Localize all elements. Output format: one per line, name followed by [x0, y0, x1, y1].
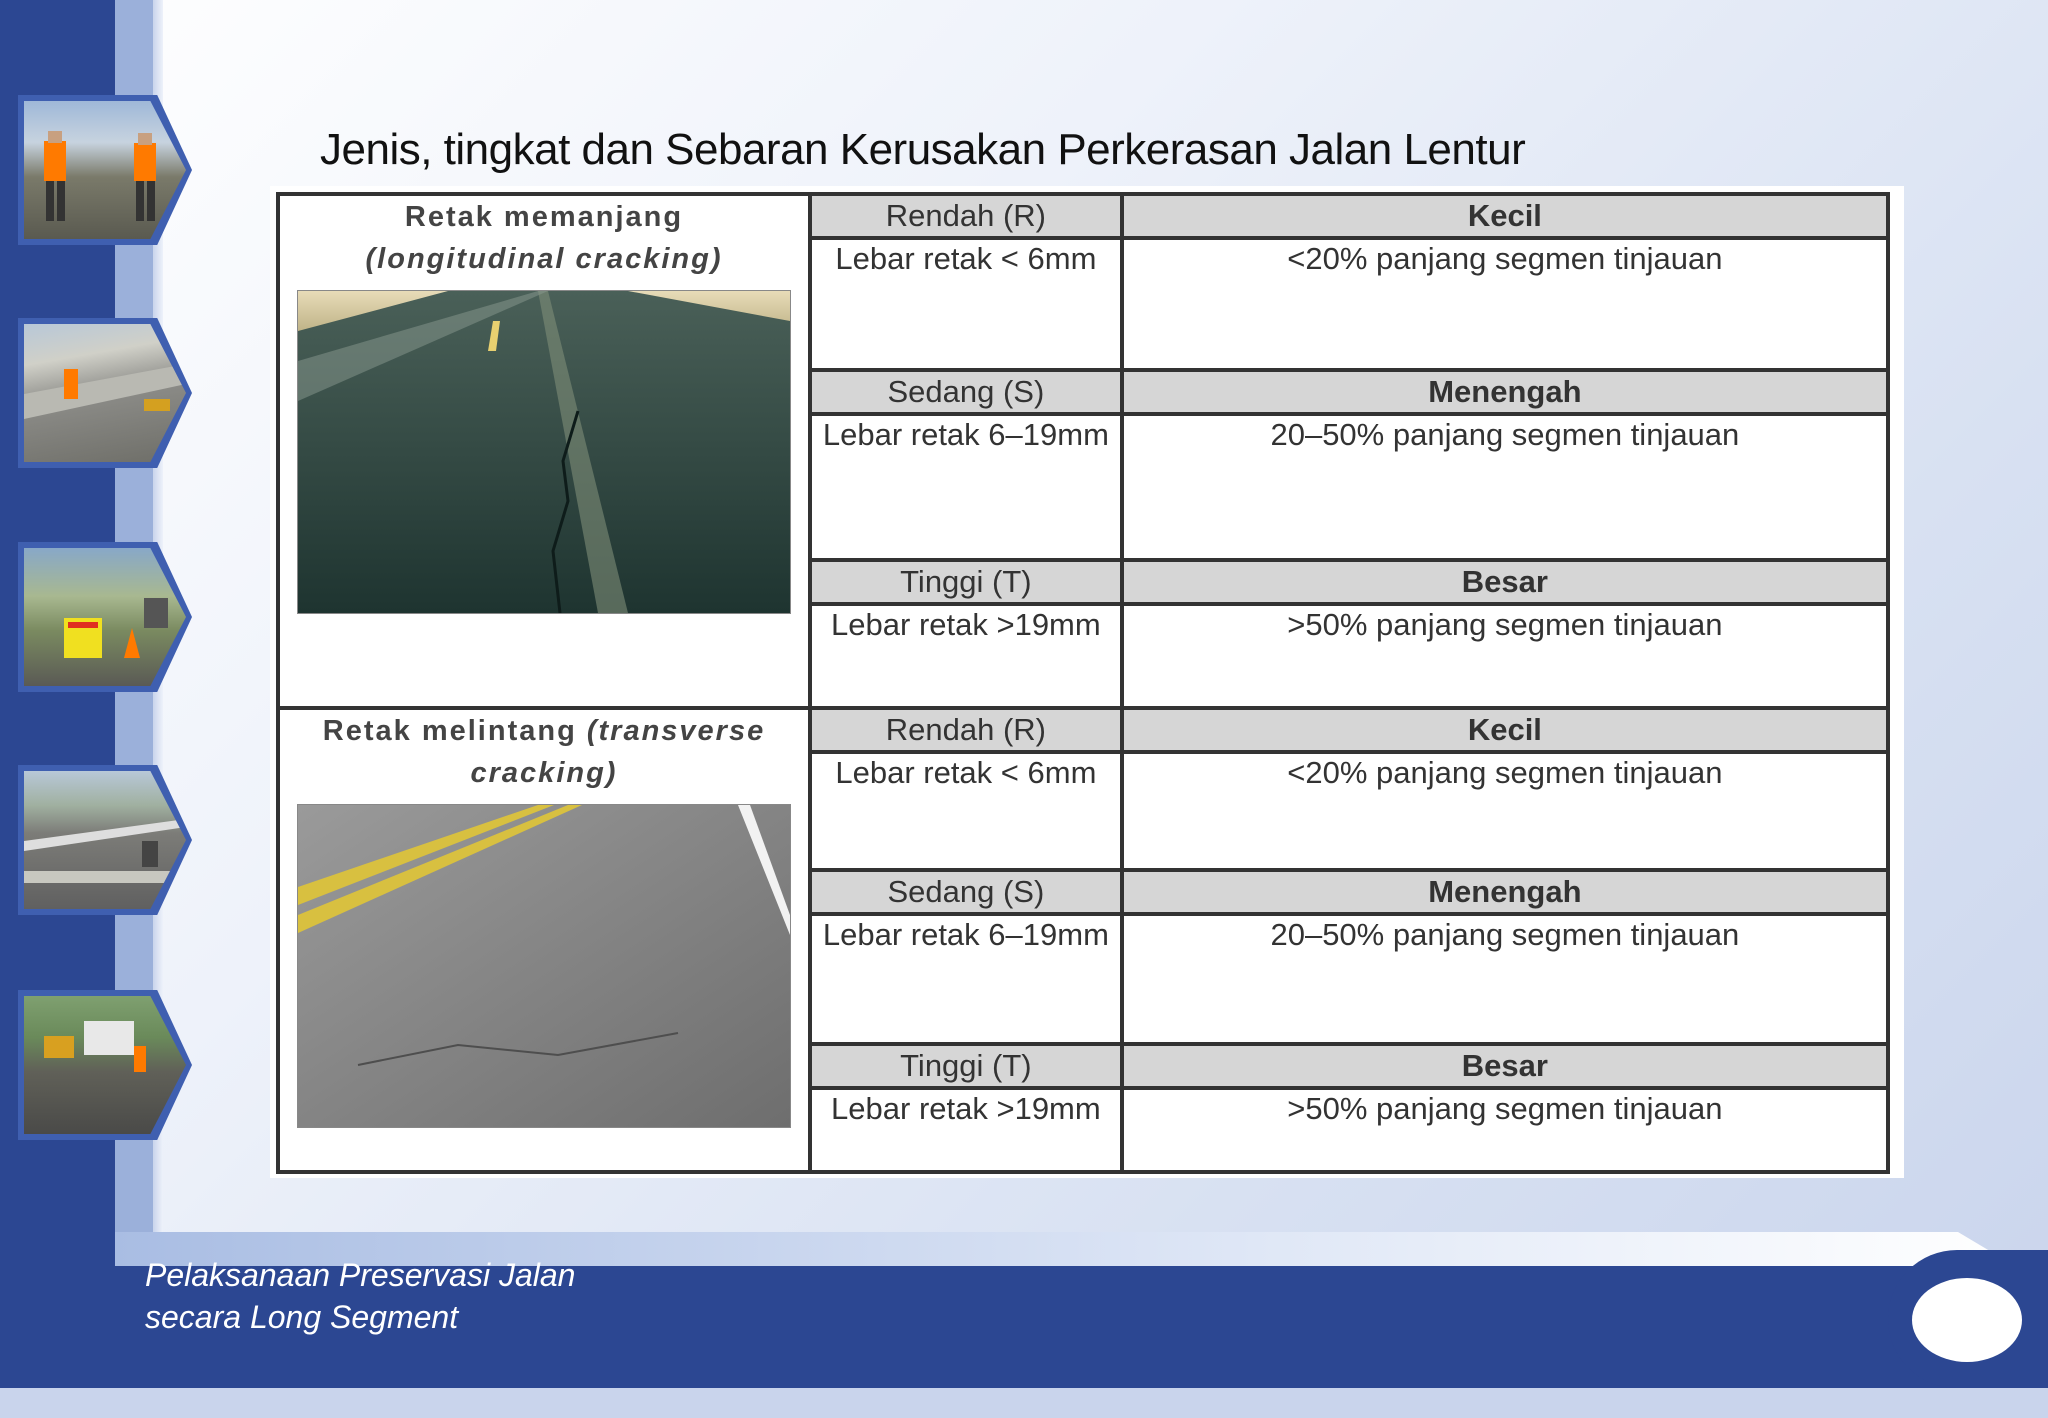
- table-row: [278, 194, 1888, 238]
- severity-description: Lebar retak >19mm: [810, 604, 1122, 708]
- severity-header: Sedang (S): [810, 870, 1122, 914]
- extent-description: >50% panjang segmen tinjauan: [1122, 604, 1888, 708]
- severity-description: Lebar retak 6–19mm: [810, 414, 1122, 560]
- severity-description: Lebar retak 6–19mm: [810, 914, 1122, 1044]
- extent-header: Menengah: [1122, 370, 1888, 414]
- crack-type-label: Retak memanjang (longitudinal cracking): [365, 201, 723, 275]
- crack-type-cell: [278, 708, 810, 1172]
- extent-description: 20–50% panjang segmen tinjauan: [1122, 414, 1888, 560]
- severity-description: Lebar retak >19mm: [810, 1088, 1122, 1172]
- extent-description: <20% panjang segmen tinjauan: [1122, 238, 1888, 370]
- extent-header: Besar: [1122, 1044, 1888, 1088]
- severity-description: Lebar retak < 6mm: [810, 238, 1122, 370]
- severity-header: Tinggi (T): [810, 560, 1122, 604]
- thumbnail-roadwork-2: [18, 318, 192, 468]
- footer-bottom-strip: [0, 1388, 2048, 1418]
- footer-line-1: Pelaksanaan Preservasi Jalan: [145, 1257, 576, 1293]
- crack-type-cell: [278, 194, 810, 708]
- thumbnail-roadwork-4: [18, 765, 192, 915]
- extent-header: Kecil: [1122, 708, 1888, 752]
- table-row: [278, 708, 1888, 752]
- footer-line-2: secara Long Segment: [145, 1299, 459, 1335]
- extent-header: Besar: [1122, 560, 1888, 604]
- crack-classification-table: [270, 186, 1904, 1178]
- footer-logo-placeholder: [1912, 1278, 2022, 1362]
- severity-description: Lebar retak < 6mm: [810, 752, 1122, 870]
- extent-description: >50% panjang segmen tinjauan: [1122, 1088, 1888, 1172]
- page-title: Jenis, tingkat dan Sebaran Kerusakan Perkerasan Jalan Lentur: [320, 125, 1526, 174]
- longitudinal-crack-photo: [297, 290, 791, 614]
- extent-description: 20–50% panjang segmen tinjauan: [1122, 914, 1888, 1044]
- crack-table: [276, 192, 1890, 1174]
- severity-header: Sedang (S): [810, 370, 1122, 414]
- severity-header: Rendah (R): [810, 708, 1122, 752]
- transverse-crack-photo: [297, 804, 791, 1128]
- extent-header: Menengah: [1122, 870, 1888, 914]
- severity-header: Tinggi (T): [810, 1044, 1122, 1088]
- footer-caption: [145, 1254, 575, 1338]
- extent-header: Kecil: [1122, 194, 1888, 238]
- severity-header: Rendah (R): [810, 194, 1122, 238]
- thumbnail-roadwork-1: [18, 95, 192, 245]
- crack-type-label: Retak melintang (transverse cracking): [322, 715, 766, 789]
- extent-description: <20% panjang segmen tinjauan: [1122, 752, 1888, 870]
- thumbnail-roadwork-3: [18, 542, 192, 692]
- thumbnail-roadwork-5: [18, 990, 192, 1140]
